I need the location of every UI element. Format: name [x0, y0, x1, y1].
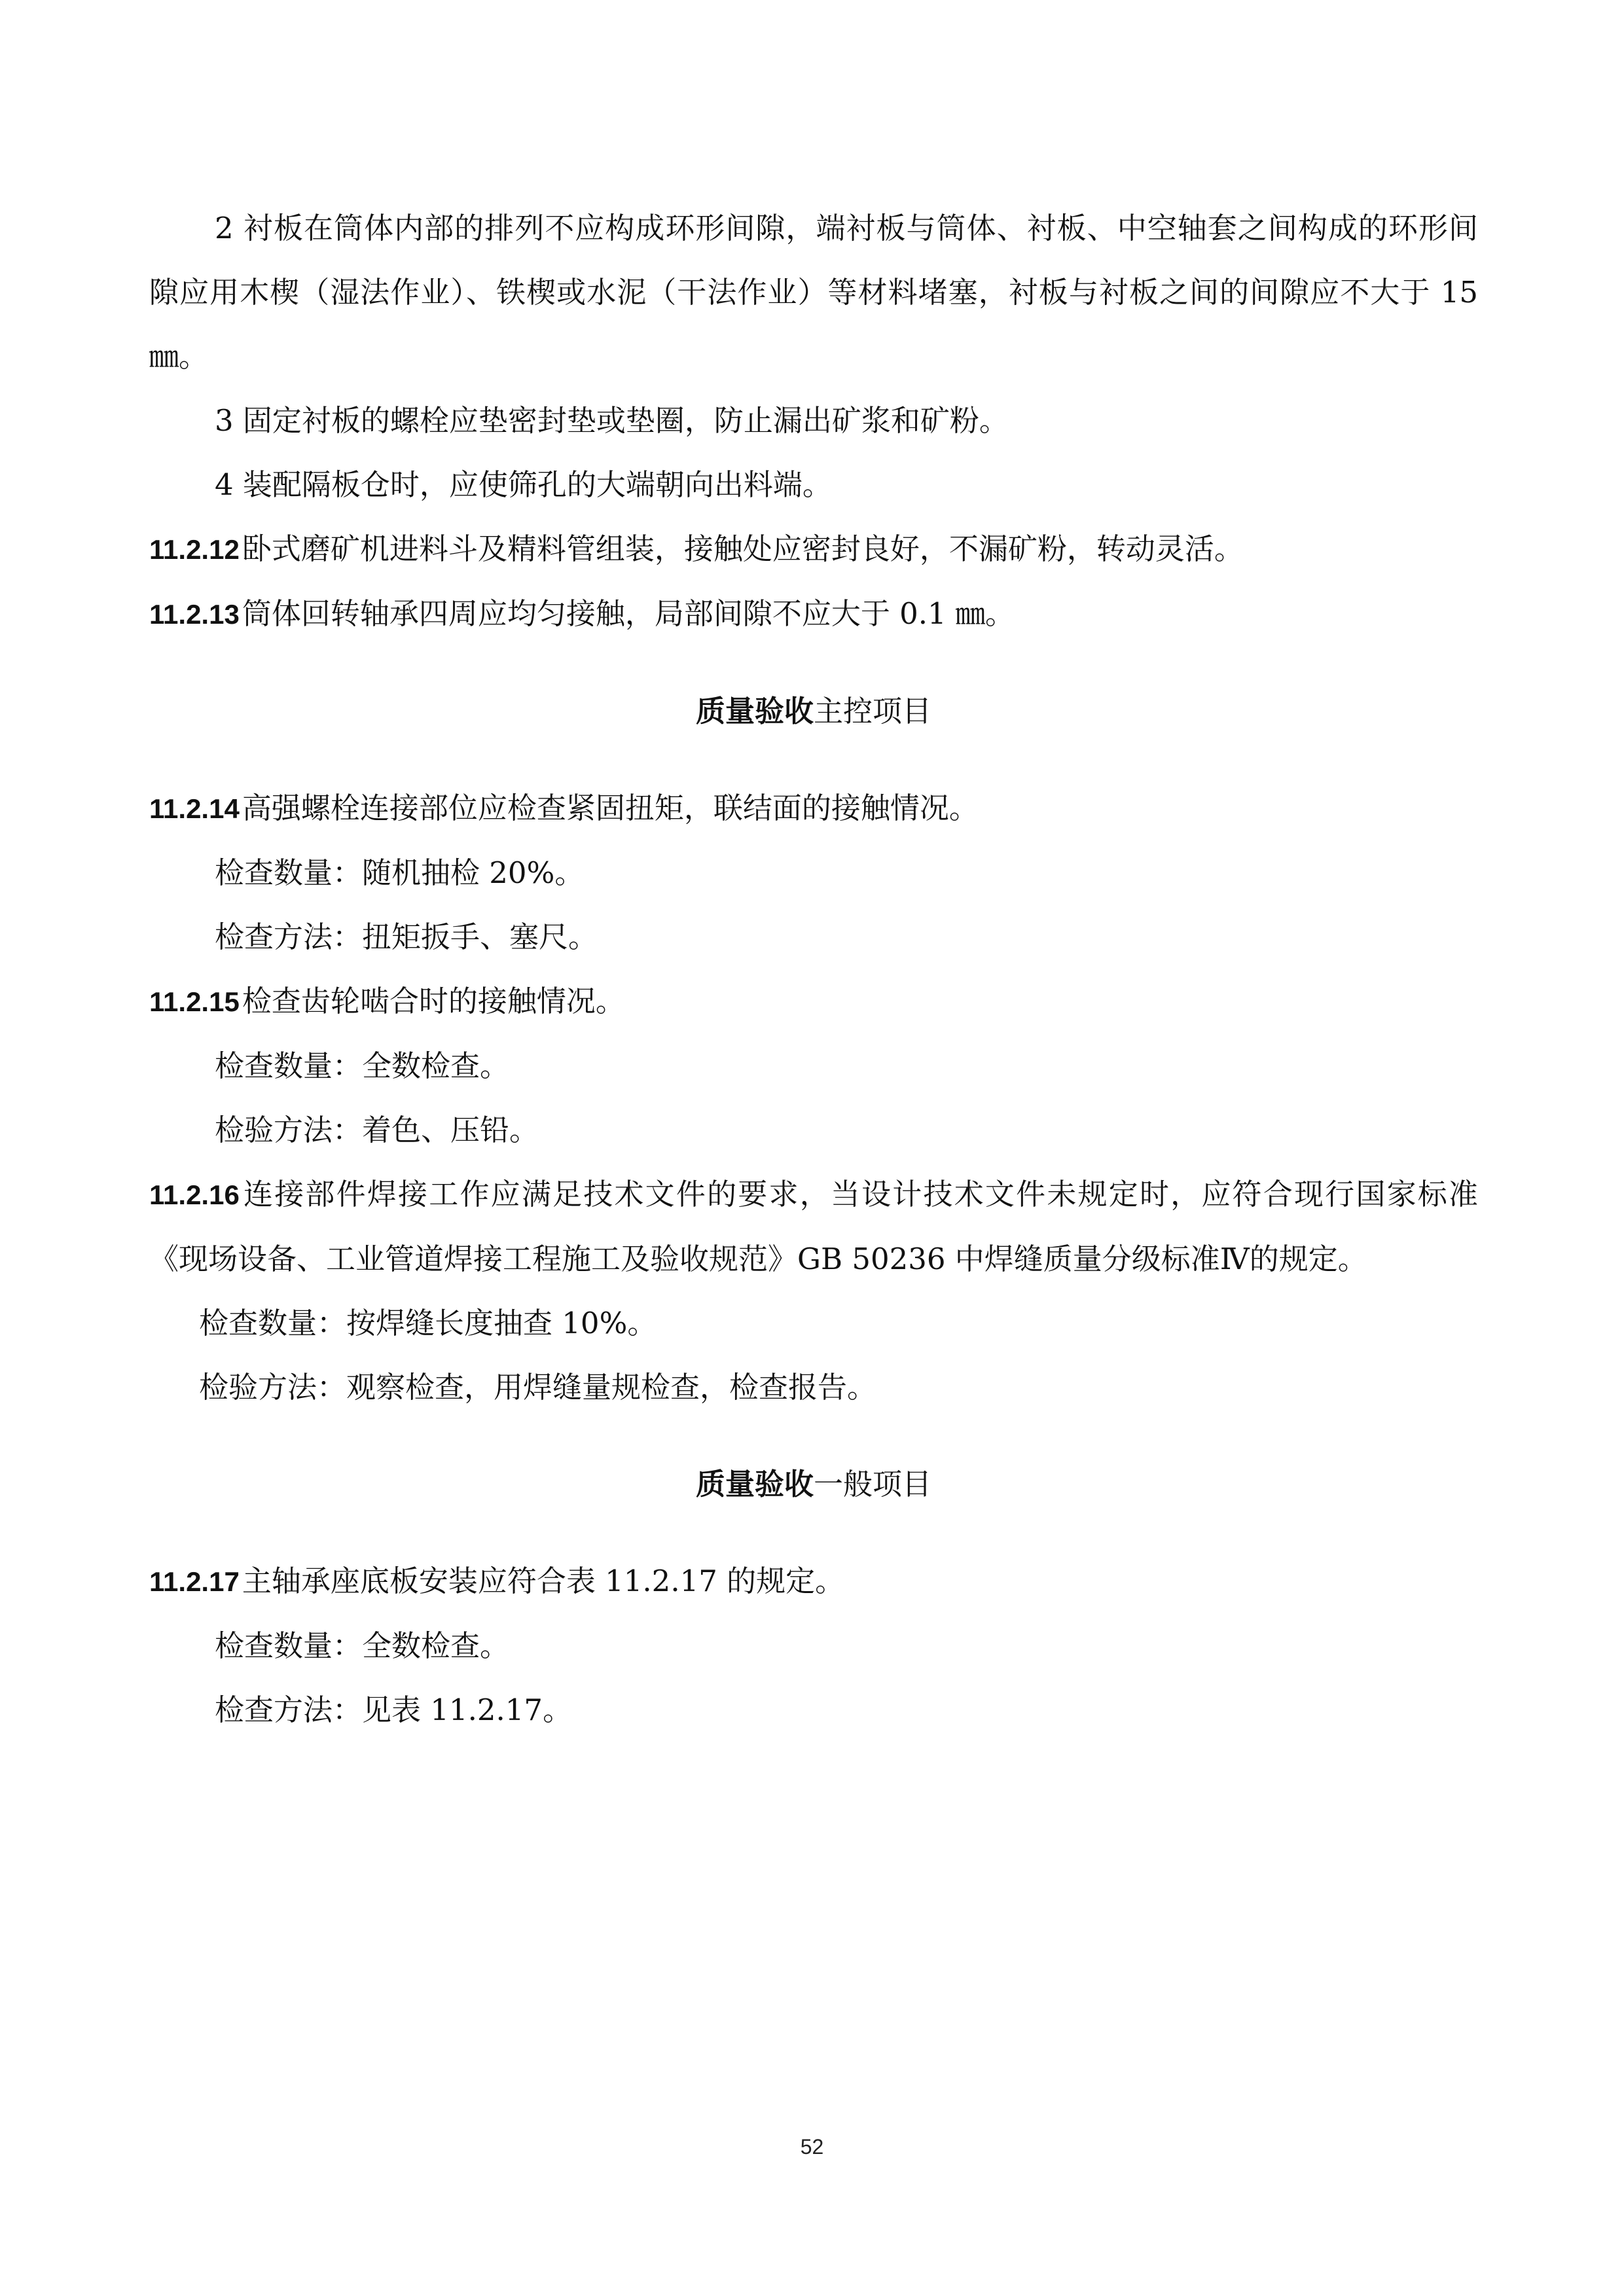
- section-heading-main-items: [149, 679, 1478, 744]
- clause-text: 连接部件焊接工作应满足技术文件的要求，当设计技术文件未规定时，应符合现行国家标准《现场设备、工业管道焊接工程施工及验收规范》GB 50236 中焊缝质量分级标准Ⅳ的规定。: [149, 1177, 1478, 1276]
- heading-bold-part: 质量验收: [695, 694, 814, 728]
- heading-bold-part: 质量验收: [695, 1467, 814, 1501]
- paragraph-item-2: 2 衬板在筒体内部的排列不应构成环形间隙，端衬板与筒体、衬板、中空轴套之间构成的环形间隙应用木楔（湿法作业）、铁楔或水泥（干法作业）等材料堵塞，衬板与衬板之间的间隙应不大于 15 ㎜。: [149, 211, 1478, 374]
- clause-number: 11.2.12: [149, 534, 240, 565]
- clause-11-2-16: [149, 1162, 1478, 1291]
- clause-text: 主轴承座底板安装应符合表 11.2.17 的规定。: [242, 1564, 845, 1598]
- page-number: 52: [800, 2135, 824, 2159]
- inspection-quantity: 检查数量：全数检查。: [215, 1049, 510, 1083]
- inspection-method: 检验方法：观察检查，用焊缝量规检查，检查报告。: [199, 1370, 877, 1405]
- clause-11-2-15: [149, 969, 1478, 1034]
- section-heading-general-items: [149, 1452, 1478, 1516]
- heading-normal-part: 一般项目: [814, 1467, 932, 1501]
- clause-text: 卧式磨矿机进料斗及精料管组装，接触处应密封良好，不漏矿粉，转动灵活。: [242, 531, 1244, 566]
- clause-11-2-17: [149, 1549, 1478, 1614]
- clause-number: 11.2.15: [149, 986, 240, 1017]
- inspection-method: 检查方法：扭矩扳手、塞尺。: [215, 920, 598, 954]
- inspection-quantity: 检查数量：按焊缝长度抽查 10%。: [199, 1306, 657, 1340]
- heading-normal-part: 主控项目: [814, 694, 932, 728]
- inspection-method: 检查方法：见表 11.2.17。: [215, 1693, 573, 1727]
- inspection-quantity: 检查数量：全数检查。: [215, 1628, 510, 1663]
- clause-11-2-13: [149, 582, 1478, 647]
- clause-11-2-14: [149, 776, 1478, 841]
- inspection-quantity: 检查数量：随机抽检 20%。: [215, 855, 585, 890]
- page-content: [149, 196, 1478, 1742]
- clause-text: 高强螺栓连接部位应检查紧固扭矩，联结面的接触情况。: [242, 791, 979, 825]
- inspection-method: 检验方法：着色、压铅。: [215, 1113, 539, 1147]
- clause-text: 检查齿轮啮合时的接触情况。: [242, 984, 625, 1018]
- clause-number: 11.2.17: [149, 1566, 240, 1597]
- paragraph-item-3: 3 固定衬板的螺栓应垫密封垫或垫圈，防止漏出矿浆和矿粉。: [215, 403, 1009, 438]
- clause-number: 11.2.13: [149, 599, 240, 630]
- clause-number: 11.2.16: [149, 1179, 240, 1210]
- clause-number: 11.2.14: [149, 793, 240, 824]
- clause-11-2-12: [149, 517, 1478, 582]
- clause-text: 筒体回转轴承四周应均匀接触，局部间隙不应大于 0.1 ㎜。: [242, 596, 1015, 631]
- paragraph-item-4: 4 装配隔板仓时，应使筛孔的大端朝向出料端。: [215, 467, 832, 502]
